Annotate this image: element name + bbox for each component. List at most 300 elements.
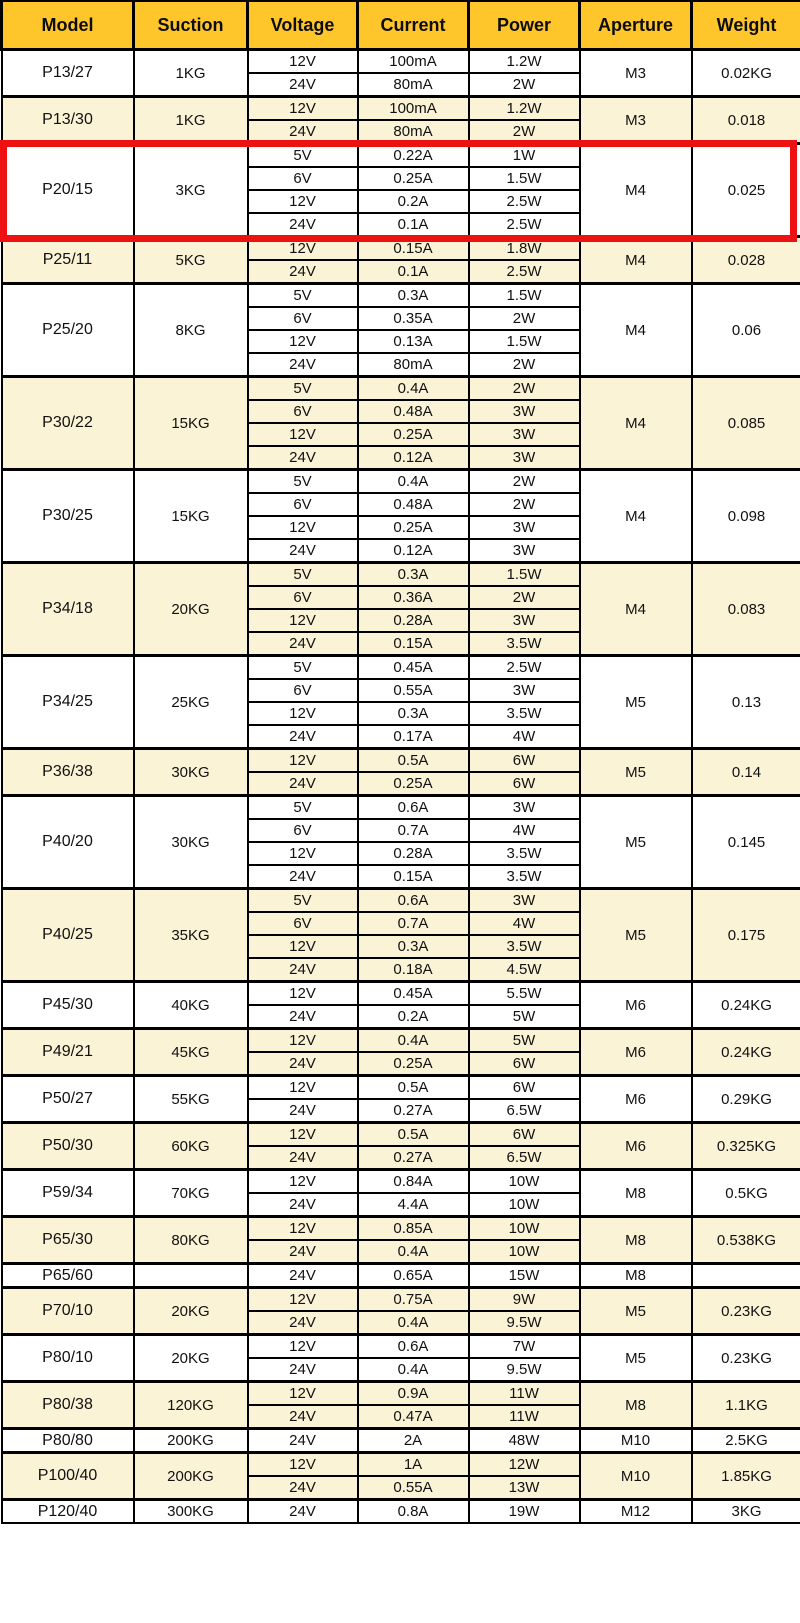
power-cell: 2.5W bbox=[469, 656, 580, 680]
spec-row bbox=[2, 749, 800, 773]
power-cell: 48W bbox=[469, 1429, 580, 1453]
current-cell: 100mA bbox=[358, 50, 469, 74]
model-cell: P80/38 bbox=[2, 1382, 134, 1429]
power-cell: 1.8W bbox=[469, 237, 580, 261]
current-cell: 0.9A bbox=[358, 1382, 469, 1406]
power-cell: 10W bbox=[469, 1170, 580, 1194]
spec-row bbox=[2, 144, 800, 168]
spec-row bbox=[2, 889, 800, 913]
voltage-cell: 24V bbox=[248, 353, 358, 377]
current-cell: 0.3A bbox=[358, 702, 469, 725]
power-cell: 3W bbox=[469, 796, 580, 820]
spec-row bbox=[2, 1217, 800, 1241]
model-group bbox=[2, 1382, 800, 1429]
spec-row bbox=[2, 1500, 800, 1524]
model-cell: P100/40 bbox=[2, 1453, 134, 1500]
current-cell: 0.36A bbox=[358, 586, 469, 609]
current-cell: 0.28A bbox=[358, 842, 469, 865]
power-cell: 4W bbox=[469, 912, 580, 935]
model-group bbox=[2, 1029, 800, 1076]
voltage-cell: 24V bbox=[248, 1052, 358, 1076]
power-cell: 3.5W bbox=[469, 865, 580, 889]
power-cell: 6.5W bbox=[469, 1146, 580, 1170]
weight-cell: 0.098 bbox=[692, 470, 800, 563]
voltage-cell: 24V bbox=[248, 1500, 358, 1524]
aperture-cell: M4 bbox=[580, 237, 692, 284]
weight-cell: 0.018 bbox=[692, 97, 800, 144]
power-cell: 3W bbox=[469, 609, 580, 632]
current-cell: 100mA bbox=[358, 97, 469, 121]
power-cell: 3.5W bbox=[469, 935, 580, 958]
current-cell: 0.8A bbox=[358, 1500, 469, 1524]
power-cell: 3W bbox=[469, 889, 580, 913]
power-cell: 6W bbox=[469, 772, 580, 796]
weight-cell: 0.083 bbox=[692, 563, 800, 656]
power-cell: 1.2W bbox=[469, 97, 580, 121]
spec-row bbox=[2, 237, 800, 261]
current-cell: 0.3A bbox=[358, 563, 469, 587]
voltage-cell: 24V bbox=[248, 772, 358, 796]
voltage-cell: 24V bbox=[248, 1005, 358, 1029]
power-cell: 3.5W bbox=[469, 632, 580, 656]
model-cell: P13/30 bbox=[2, 97, 134, 144]
current-cell: 0.5A bbox=[358, 1076, 469, 1100]
voltage-cell: 24V bbox=[248, 865, 358, 889]
current-cell: 1A bbox=[358, 1453, 469, 1477]
suction-cell: 300KG bbox=[134, 1500, 248, 1524]
model-cell: P30/25 bbox=[2, 470, 134, 563]
voltage-cell: 24V bbox=[248, 539, 358, 563]
current-cell: 0.2A bbox=[358, 190, 469, 213]
voltage-cell: 6V bbox=[248, 912, 358, 935]
power-cell: 9.5W bbox=[469, 1358, 580, 1382]
power-cell: 10W bbox=[469, 1193, 580, 1217]
suction-cell: 5KG bbox=[134, 237, 248, 284]
voltage-cell: 24V bbox=[248, 1264, 358, 1288]
power-cell: 2W bbox=[469, 353, 580, 377]
spec-row bbox=[2, 1029, 800, 1053]
model-group bbox=[2, 1170, 800, 1217]
current-cell: 0.6A bbox=[358, 796, 469, 820]
weight-cell: 0.24KG bbox=[692, 1029, 800, 1076]
model-cell: P34/25 bbox=[2, 656, 134, 749]
aperture-cell: M4 bbox=[580, 284, 692, 377]
model-group bbox=[2, 563, 800, 656]
aperture-cell: M5 bbox=[580, 656, 692, 749]
voltage-cell: 24V bbox=[248, 73, 358, 97]
model-group bbox=[2, 1264, 800, 1288]
suction-cell: 40KG bbox=[134, 982, 248, 1029]
spec-row bbox=[2, 1264, 800, 1288]
column-header-aperture: Aperture bbox=[580, 1, 692, 50]
power-cell: 5W bbox=[469, 1005, 580, 1029]
voltage-cell: 12V bbox=[248, 50, 358, 74]
voltage-cell: 12V bbox=[248, 1217, 358, 1241]
weight-cell: 1.85KG bbox=[692, 1453, 800, 1500]
current-cell: 0.45A bbox=[358, 656, 469, 680]
power-cell: 11W bbox=[469, 1405, 580, 1429]
voltage-cell: 24V bbox=[248, 725, 358, 749]
voltage-cell: 5V bbox=[248, 889, 358, 913]
current-cell: 0.28A bbox=[358, 609, 469, 632]
spec-row bbox=[2, 377, 800, 401]
spec-row bbox=[2, 1288, 800, 1312]
power-cell: 6W bbox=[469, 749, 580, 773]
voltage-cell: 5V bbox=[248, 377, 358, 401]
aperture-cell: M4 bbox=[580, 377, 692, 470]
current-cell: 0.65A bbox=[358, 1264, 469, 1288]
voltage-cell: 24V bbox=[248, 632, 358, 656]
weight-cell: 0.028 bbox=[692, 237, 800, 284]
power-cell: 3.5W bbox=[469, 842, 580, 865]
current-cell: 0.47A bbox=[358, 1405, 469, 1429]
weight-cell: 0.325KG bbox=[692, 1123, 800, 1170]
model-group bbox=[2, 1123, 800, 1170]
current-cell: 0.18A bbox=[358, 958, 469, 982]
model-group bbox=[2, 796, 800, 889]
voltage-cell: 5V bbox=[248, 796, 358, 820]
voltage-cell: 12V bbox=[248, 935, 358, 958]
current-cell: 0.45A bbox=[358, 982, 469, 1006]
voltage-cell: 24V bbox=[248, 260, 358, 284]
model-group bbox=[2, 1076, 800, 1123]
current-cell: 0.7A bbox=[358, 912, 469, 935]
spec-row bbox=[2, 1429, 800, 1453]
model-cell: P65/30 bbox=[2, 1217, 134, 1264]
weight-cell: 0.02KG bbox=[692, 50, 800, 97]
aperture-cell: M5 bbox=[580, 1288, 692, 1335]
voltage-cell: 6V bbox=[248, 167, 358, 190]
power-cell: 2W bbox=[469, 493, 580, 516]
model-cell: P30/22 bbox=[2, 377, 134, 470]
current-cell: 0.13A bbox=[358, 330, 469, 353]
power-cell: 7W bbox=[469, 1335, 580, 1359]
model-cell: P65/60 bbox=[2, 1264, 134, 1288]
suction-cell: 55KG bbox=[134, 1076, 248, 1123]
voltage-cell: 12V bbox=[248, 702, 358, 725]
power-cell: 6W bbox=[469, 1123, 580, 1147]
suction-cell: 20KG bbox=[134, 1335, 248, 1382]
spec-row bbox=[2, 982, 800, 1006]
header-row bbox=[2, 1, 800, 50]
current-cell: 0.6A bbox=[358, 1335, 469, 1359]
power-cell: 6.5W bbox=[469, 1099, 580, 1123]
power-cell: 10W bbox=[469, 1217, 580, 1241]
power-cell: 2.5W bbox=[469, 190, 580, 213]
suction-cell: 30KG bbox=[134, 749, 248, 796]
power-cell: 4W bbox=[469, 819, 580, 842]
voltage-cell: 12V bbox=[248, 1029, 358, 1053]
model-group bbox=[2, 1453, 800, 1500]
model-group bbox=[2, 1429, 800, 1453]
current-cell: 0.15A bbox=[358, 237, 469, 261]
spec-row bbox=[2, 563, 800, 587]
model-cell: P50/27 bbox=[2, 1076, 134, 1123]
current-cell: 0.27A bbox=[358, 1099, 469, 1123]
voltage-cell: 12V bbox=[248, 237, 358, 261]
suction-cell: 30KG bbox=[134, 796, 248, 889]
current-cell: 0.5A bbox=[358, 1123, 469, 1147]
current-cell: 0.4A bbox=[358, 1240, 469, 1264]
current-cell: 0.17A bbox=[358, 725, 469, 749]
voltage-cell: 12V bbox=[248, 982, 358, 1006]
current-cell: 0.25A bbox=[358, 167, 469, 190]
column-header-power: Power bbox=[469, 1, 580, 50]
current-cell: 0.4A bbox=[358, 1029, 469, 1053]
voltage-cell: 12V bbox=[248, 1076, 358, 1100]
voltage-cell: 24V bbox=[248, 1358, 358, 1382]
power-cell: 2W bbox=[469, 120, 580, 144]
voltage-cell: 24V bbox=[248, 1405, 358, 1429]
power-cell: 3W bbox=[469, 679, 580, 702]
voltage-cell: 6V bbox=[248, 493, 358, 516]
suction-cell: 200KG bbox=[134, 1429, 248, 1453]
voltage-cell: 24V bbox=[248, 1099, 358, 1123]
spec-row bbox=[2, 284, 800, 308]
weight-cell: 0.29KG bbox=[692, 1076, 800, 1123]
suction-cell: 15KG bbox=[134, 377, 248, 470]
voltage-cell: 12V bbox=[248, 1335, 358, 1359]
aperture-cell: M5 bbox=[580, 1335, 692, 1382]
current-cell: 0.55A bbox=[358, 679, 469, 702]
power-cell: 6W bbox=[469, 1076, 580, 1100]
power-cell: 2W bbox=[469, 73, 580, 97]
suction-cell: 200KG bbox=[134, 1453, 248, 1500]
suction-cell: 120KG bbox=[134, 1382, 248, 1429]
spec-row bbox=[2, 1076, 800, 1100]
voltage-cell: 12V bbox=[248, 97, 358, 121]
current-cell: 0.75A bbox=[358, 1288, 469, 1312]
suction-cell: 80KG bbox=[134, 1217, 248, 1264]
suction-cell: 70KG bbox=[134, 1170, 248, 1217]
current-cell: 0.55A bbox=[358, 1476, 469, 1500]
model-cell: P34/18 bbox=[2, 563, 134, 656]
voltage-cell: 5V bbox=[248, 284, 358, 308]
model-cell: P80/80 bbox=[2, 1429, 134, 1453]
current-cell: 0.3A bbox=[358, 935, 469, 958]
power-cell: 9W bbox=[469, 1288, 580, 1312]
power-cell: 6W bbox=[469, 1052, 580, 1076]
suction-cell: 20KG bbox=[134, 563, 248, 656]
model-cell: P13/27 bbox=[2, 50, 134, 97]
current-cell: 0.4A bbox=[358, 470, 469, 494]
voltage-cell: 12V bbox=[248, 749, 358, 773]
model-cell: P70/10 bbox=[2, 1288, 134, 1335]
voltage-cell: 24V bbox=[248, 1193, 358, 1217]
voltage-cell: 24V bbox=[248, 1476, 358, 1500]
model-group bbox=[2, 144, 800, 237]
voltage-cell: 12V bbox=[248, 609, 358, 632]
voltage-cell: 12V bbox=[248, 190, 358, 213]
model-cell: P36/38 bbox=[2, 749, 134, 796]
aperture-cell: M5 bbox=[580, 749, 692, 796]
weight-cell: 0.23KG bbox=[692, 1288, 800, 1335]
weight-cell: 0.175 bbox=[692, 889, 800, 982]
current-cell: 0.4A bbox=[358, 1311, 469, 1335]
aperture-cell: M4 bbox=[580, 144, 692, 237]
power-cell: 13W bbox=[469, 1476, 580, 1500]
column-header-model: Model bbox=[2, 1, 134, 50]
voltage-cell: 12V bbox=[248, 1123, 358, 1147]
voltage-cell: 24V bbox=[248, 1146, 358, 1170]
spec-row bbox=[2, 1382, 800, 1406]
power-cell: 10W bbox=[469, 1240, 580, 1264]
power-cell: 3.5W bbox=[469, 702, 580, 725]
power-cell: 4.5W bbox=[469, 958, 580, 982]
voltage-cell: 5V bbox=[248, 563, 358, 587]
power-cell: 15W bbox=[469, 1264, 580, 1288]
current-cell: 0.25A bbox=[358, 516, 469, 539]
current-cell: 0.25A bbox=[358, 772, 469, 796]
current-cell: 0.85A bbox=[358, 1217, 469, 1241]
column-header-weight: Weight bbox=[692, 1, 800, 50]
model-group bbox=[2, 1335, 800, 1382]
model-group bbox=[2, 377, 800, 470]
aperture-cell: M8 bbox=[580, 1217, 692, 1264]
model-cell: P120/40 bbox=[2, 1500, 134, 1524]
suction-cell: 8KG bbox=[134, 284, 248, 377]
suction-cell: 25KG bbox=[134, 656, 248, 749]
current-cell: 0.12A bbox=[358, 446, 469, 470]
spec-row bbox=[2, 1335, 800, 1359]
weight-cell: 0.025 bbox=[692, 144, 800, 237]
power-cell: 5W bbox=[469, 1029, 580, 1053]
voltage-cell: 24V bbox=[248, 213, 358, 237]
suction-cell: 35KG bbox=[134, 889, 248, 982]
model-group bbox=[2, 982, 800, 1029]
current-cell: 0.2A bbox=[358, 1005, 469, 1029]
current-cell: 0.3A bbox=[358, 284, 469, 308]
power-cell: 1W bbox=[469, 144, 580, 168]
voltage-cell: 6V bbox=[248, 679, 358, 702]
current-cell: 0.84A bbox=[358, 1170, 469, 1194]
aperture-cell: M6 bbox=[580, 1076, 692, 1123]
suction-cell: 1KG bbox=[134, 50, 248, 97]
suction-cell: 3KG bbox=[134, 144, 248, 237]
voltage-cell: 24V bbox=[248, 446, 358, 470]
model-group bbox=[2, 656, 800, 749]
current-cell: 0.35A bbox=[358, 307, 469, 330]
current-cell: 0.48A bbox=[358, 400, 469, 423]
voltage-cell: 6V bbox=[248, 400, 358, 423]
column-header-current: Current bbox=[358, 1, 469, 50]
voltage-cell: 24V bbox=[248, 958, 358, 982]
aperture-cell: M6 bbox=[580, 1123, 692, 1170]
weight-cell: 3KG bbox=[692, 1500, 800, 1524]
voltage-cell: 6V bbox=[248, 307, 358, 330]
power-cell: 1.5W bbox=[469, 284, 580, 308]
power-cell: 1.5W bbox=[469, 330, 580, 353]
spec-row bbox=[2, 1170, 800, 1194]
weight-cell bbox=[692, 1264, 800, 1288]
model-cell: P45/30 bbox=[2, 982, 134, 1029]
power-cell: 2.5W bbox=[469, 213, 580, 237]
power-cell: 3W bbox=[469, 539, 580, 563]
power-cell: 19W bbox=[469, 1500, 580, 1524]
power-cell: 2W bbox=[469, 307, 580, 330]
weight-cell: 0.085 bbox=[692, 377, 800, 470]
voltage-cell: 12V bbox=[248, 1288, 358, 1312]
power-cell: 2.5W bbox=[469, 260, 580, 284]
model-group bbox=[2, 237, 800, 284]
current-cell: 2A bbox=[358, 1429, 469, 1453]
column-header-voltage: Voltage bbox=[248, 1, 358, 50]
spec-row bbox=[2, 470, 800, 494]
current-cell: 80mA bbox=[358, 73, 469, 97]
aperture-cell: M5 bbox=[580, 889, 692, 982]
model-group bbox=[2, 749, 800, 796]
model-group bbox=[2, 1217, 800, 1264]
weight-cell: 0.14 bbox=[692, 749, 800, 796]
voltage-cell: 12V bbox=[248, 330, 358, 353]
voltage-cell: 6V bbox=[248, 819, 358, 842]
aperture-cell: M8 bbox=[580, 1382, 692, 1429]
spec-row bbox=[2, 50, 800, 74]
power-cell: 11W bbox=[469, 1382, 580, 1406]
current-cell: 0.4A bbox=[358, 377, 469, 401]
power-cell: 3W bbox=[469, 516, 580, 539]
current-cell: 0.1A bbox=[358, 213, 469, 237]
voltage-cell: 24V bbox=[248, 1429, 358, 1453]
power-cell: 2W bbox=[469, 377, 580, 401]
weight-cell: 0.5KG bbox=[692, 1170, 800, 1217]
model-group bbox=[2, 1288, 800, 1335]
suction-cell: 15KG bbox=[134, 470, 248, 563]
aperture-cell: M3 bbox=[580, 97, 692, 144]
aperture-cell: M12 bbox=[580, 1500, 692, 1524]
power-cell: 9.5W bbox=[469, 1311, 580, 1335]
current-cell: 0.7A bbox=[358, 819, 469, 842]
aperture-cell: M10 bbox=[580, 1429, 692, 1453]
aperture-cell: M3 bbox=[580, 50, 692, 97]
power-cell: 5.5W bbox=[469, 982, 580, 1006]
voltage-cell: 12V bbox=[248, 1453, 358, 1477]
current-cell: 0.25A bbox=[358, 1052, 469, 1076]
current-cell: 0.25A bbox=[358, 423, 469, 446]
model-cell: P40/20 bbox=[2, 796, 134, 889]
current-cell: 4.4A bbox=[358, 1193, 469, 1217]
power-cell: 3W bbox=[469, 446, 580, 470]
suction-cell: 1KG bbox=[134, 97, 248, 144]
model-group bbox=[2, 889, 800, 982]
aperture-cell: M4 bbox=[580, 470, 692, 563]
voltage-cell: 5V bbox=[248, 144, 358, 168]
power-cell: 4W bbox=[469, 725, 580, 749]
power-cell: 2W bbox=[469, 586, 580, 609]
current-cell: 0.15A bbox=[358, 632, 469, 656]
aperture-cell: M4 bbox=[580, 563, 692, 656]
current-cell: 0.22A bbox=[358, 144, 469, 168]
power-cell: 1.2W bbox=[469, 50, 580, 74]
model-cell: P59/34 bbox=[2, 1170, 134, 1217]
voltage-cell: 24V bbox=[248, 1240, 358, 1264]
model-cell: P40/25 bbox=[2, 889, 134, 982]
model-cell: P25/11 bbox=[2, 237, 134, 284]
weight-cell: 0.538KG bbox=[692, 1217, 800, 1264]
suction-cell: 45KG bbox=[134, 1029, 248, 1076]
power-cell: 3W bbox=[469, 400, 580, 423]
aperture-cell: M6 bbox=[580, 1029, 692, 1076]
voltage-cell: 12V bbox=[248, 516, 358, 539]
current-cell: 80mA bbox=[358, 120, 469, 144]
current-cell: 0.27A bbox=[358, 1146, 469, 1170]
weight-cell: 0.23KG bbox=[692, 1335, 800, 1382]
model-cell: P80/10 bbox=[2, 1335, 134, 1382]
voltage-cell: 5V bbox=[248, 656, 358, 680]
current-cell: 0.48A bbox=[358, 493, 469, 516]
table-header bbox=[2, 1, 800, 50]
weight-cell: 0.13 bbox=[692, 656, 800, 749]
